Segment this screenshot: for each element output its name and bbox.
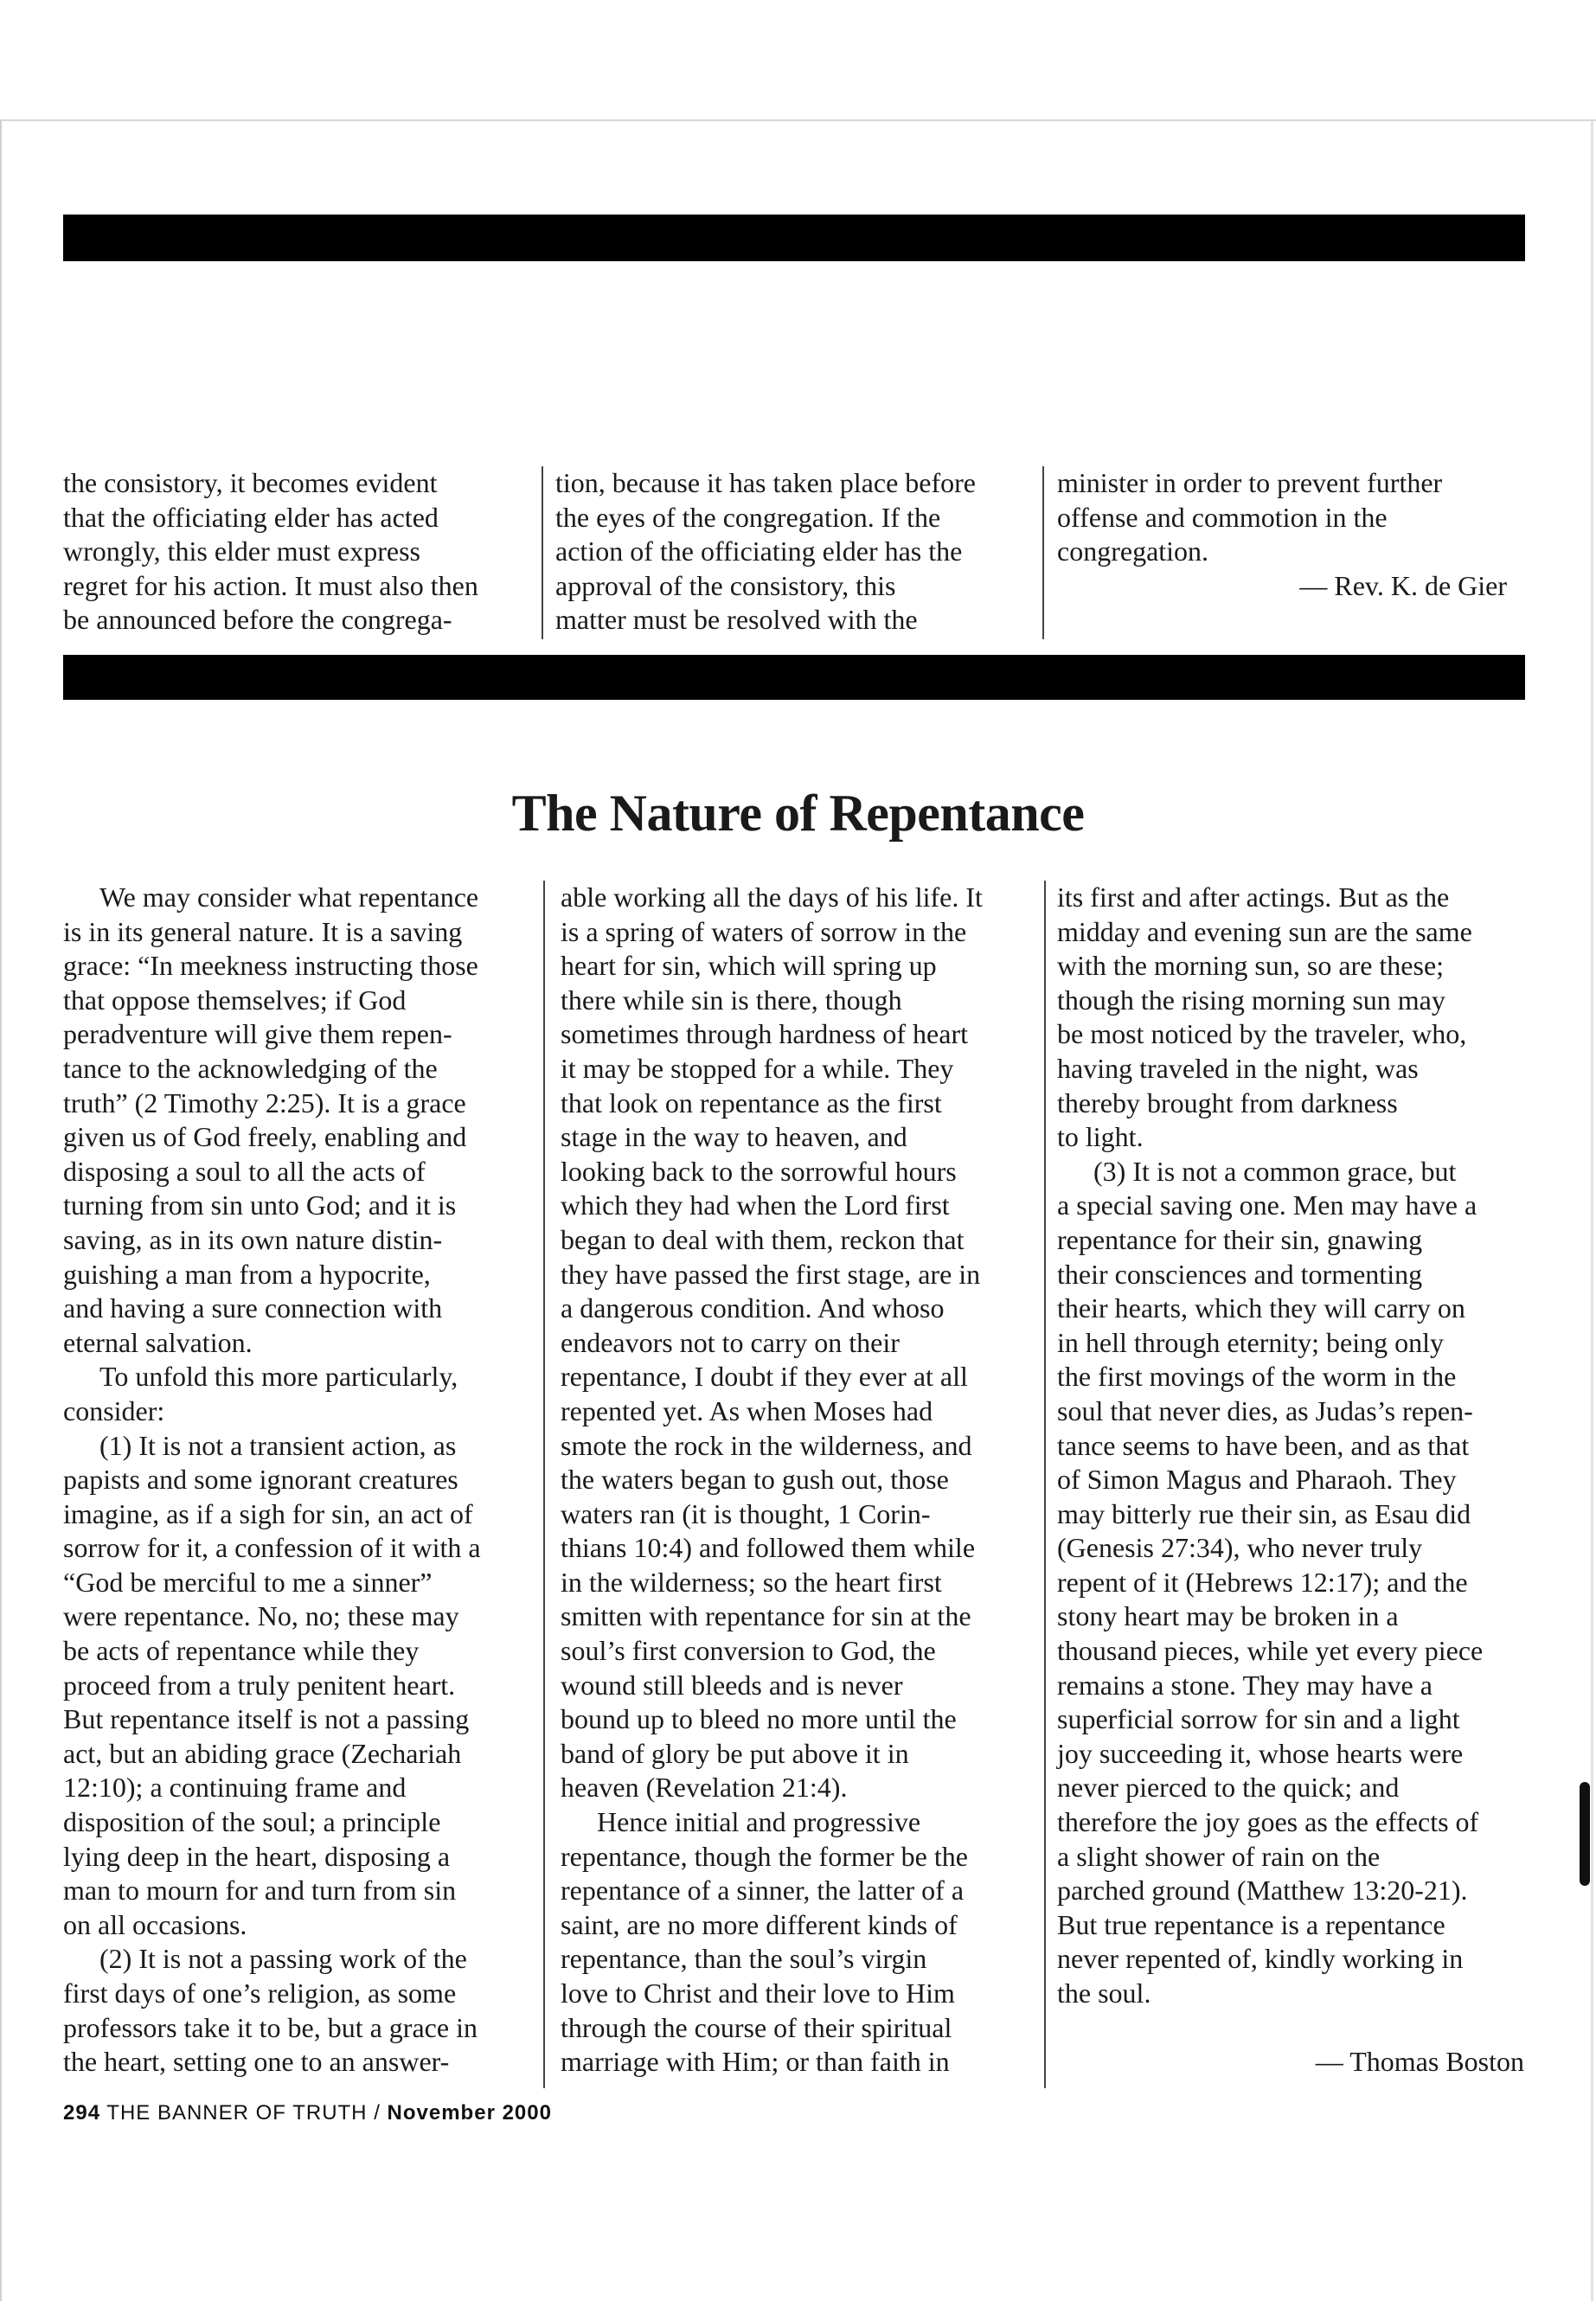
text-line: offense and commotion in the [1057,501,1388,533]
text-line: remains a stone. They may have a [1057,1669,1433,1701]
text-line: man to mourn for and turn from sin [63,1875,457,1907]
text-line: stony heart may be broken in a [1057,1600,1399,1632]
text-line: given us of God freely, enabling and [63,1121,467,1153]
text-line: soul’s first conversion to God, the [561,1635,936,1667]
text-line: thians 10:4) and followed them while [561,1532,976,1564]
scan-edge-right [1591,121,1593,2301]
text-line: repentance for their sin, gnawing [1057,1223,1423,1255]
column-rule [1044,881,1046,2088]
text-line: joy succeeding it, whose hearts were [1057,1737,1464,1769]
text-line: To unfold this more particularly, [99,1361,458,1393]
text-line: it may be stopped for a while. They [561,1052,954,1084]
text-line: be acts of repentance while they [63,1635,420,1667]
text-line: disposition of the soul; a principle [63,1806,441,1838]
scan-edge-top [0,119,1596,121]
text-line: thereby brought from darkness [1057,1086,1398,1118]
column-3-lines [1057,881,1524,2011]
text-line: may bitterly rue their sin, as Esau did [1057,1497,1471,1529]
text-line: the soul. [1057,1977,1151,2009]
text-line: their hearts, which they will carry on [1057,1292,1465,1324]
text-line: never repented of, kindly working in [1057,1943,1464,1975]
text-line: saint, are no more different kinds of [561,1908,958,1940]
publication-name: THE BANNER OF TRUTH [106,2101,368,2125]
text-line: their consciences and tormenting [1057,1258,1423,1290]
text-line: repented yet. As when Moses had [561,1394,933,1426]
text-line: the heart, setting one to an answer- [63,2046,450,2078]
text-line: consider: [63,1394,165,1426]
text-line: band of glory be put above it in [561,1737,909,1769]
text-line: be announced before the congrega- [63,604,452,636]
text-line: repentance, though the former be the [561,1840,968,1872]
text-line: that oppose themselves; if God [63,984,407,1016]
text-line: approval of the consistory, this [555,569,896,601]
section-divider-bar [63,655,1525,700]
text-line: bound up to bleed no more until the [561,1703,957,1735]
scan-smudge [1580,1782,1590,1886]
header-black-bar [63,215,1525,261]
text-line: to light. [1057,1121,1144,1153]
text-line: saving, as in its own nature distin- [63,1223,443,1255]
text-line: tance to the acknowledging of the [63,1052,438,1084]
text-line: professors take it to be, but a grace in [63,2011,478,2043]
text-line: regret for his action. It must also then [63,569,478,601]
text-line: We may consider what repentance [99,881,479,913]
main-column-3 [1057,881,1524,2080]
text-line: waters ran (it is thought, 1 Corin- [561,1497,931,1529]
text-line: smitten with repentance for sin at the [561,1600,971,1632]
text-line: But repentance itself is not a passing [63,1703,470,1735]
text-line: be most noticed by the traveler, who, [1057,1018,1467,1050]
text-line: act, but an abiding grace (Zechariah [63,1737,462,1769]
text-line: lying deep in the heart, disposing a [63,1840,451,1872]
text-line: thousand pieces, while yet every piece [1057,1635,1484,1667]
text-line: sorrow for it, a confession of it with a [63,1532,481,1564]
text-line: able working all the days of his life. It [561,881,983,913]
text-line: which they had when the Lord first [561,1189,950,1221]
text-line: repent of it (Hebrews 12:17); and the [1057,1566,1468,1598]
text-line: its first and after actings. But as the [1057,881,1450,913]
text-line: endeavors not to carry on their [561,1326,900,1358]
text-line: minister in order to prevent further [1057,467,1443,498]
text-line: tance seems to have been, and as that [1057,1429,1470,1461]
intro-column-3 [1057,466,1507,603]
text-line: superficial sorrow for sin and a light [1057,1703,1460,1735]
text-line: Hence initial and progressive [597,1806,921,1838]
text-line: heaven (Revelation 21:4). [561,1772,848,1804]
text-line: (1) It is not a transient action, as [99,1429,457,1461]
text-line: midday and evening sun are the same [1057,915,1472,947]
text-line: they have passed the first stage, are in [561,1258,981,1290]
text-line: imagine, as if a sigh for sin, an act of [63,1497,473,1529]
text-line: 12:10); a continuing frame and [63,1772,407,1804]
text-line: But true repentance is a repentance [1057,1908,1445,1940]
signature-de-gier: — Rev. K. de Gier [1299,569,1507,601]
intro-column-1 [63,466,530,638]
main-column-1 [63,881,530,2080]
text-line: in the wilderness; so the heart first [561,1566,942,1598]
text-line: having traveled in the night, was [1057,1052,1419,1084]
text-line: the eyes of the congregation. If the [555,501,941,533]
text-line: “God be merciful to me a sinner” [63,1566,433,1598]
text-line: is in its general nature. It is a saving [63,915,463,947]
text-line: action of the officiating elder has the [555,535,963,567]
text-line: a slight shower of rain on the [1057,1840,1381,1872]
intro-column-2 [555,466,1035,638]
article-title: The Nature of Repentance [511,785,1085,843]
text-line: eternal salvation. [63,1326,253,1358]
text-line: tion, because it has taken place before [555,467,976,498]
text-line: is a spring of waters of sorrow in the [561,915,967,947]
text-line: of Simon Magus and Pharaoh. They [1057,1464,1457,1496]
text-line: the first movings of the worm in the [1057,1361,1457,1393]
text-line: on all occasions. [63,1908,247,1940]
text-line: never pierced to the quick; and [1057,1772,1400,1804]
page-footer [63,2101,552,2125]
text-line: a dangerous condition. And whoso [561,1292,945,1324]
text-line: (3) It is not a common grace, but [1093,1155,1457,1187]
page-number: 294 [63,2101,101,2125]
column-rule [543,881,545,2088]
text-line: (2) It is not a passing work of the [99,1943,467,1975]
text-line: turning from sin unto God; and it is [63,1189,457,1221]
text-line: through the course of their spiritual [561,2011,952,2043]
scan-edge-left [0,119,2,2301]
text-line: love to Christ and their love to Him [561,1977,955,2009]
text-line: peradventure will give them repen- [63,1018,452,1050]
column-rule [1042,466,1044,639]
column-rule [542,466,543,639]
text-line: marriage with Him; or than faith in [561,2046,950,2078]
text-line: the consistory, it becomes evident [63,467,438,498]
text-line: began to deal with them, reckon that [561,1223,965,1255]
text-line: looking back to the sorrowful hours [561,1155,957,1187]
issue-date: November 2000 [387,2101,552,2125]
text-line: proceed from a truly penitent heart. [63,1669,456,1701]
text-line: heart for sin, which will spring up [561,950,937,982]
text-line: repentance, I doubt if they ever at all [561,1361,968,1393]
text-line: congregation. [1057,535,1209,567]
text-line: wound still bleeds and is never [561,1669,903,1701]
text-line: sometimes through hardness of heart [561,1018,968,1050]
text-line: repentance of a sinner, the latter of a [561,1875,965,1907]
text-line: that the officiating elder has acted [63,501,439,533]
signature-boston: — Thomas Boston [1315,2046,1524,2078]
text-line: that look on repentance as the first [561,1086,942,1118]
text-line: with the morning sun, so are these; [1057,950,1445,982]
text-line: parched ground (Matthew 13:20-21). [1057,1875,1468,1907]
text-line: and having a sure connection with [63,1292,443,1324]
text-line: (Genesis 27:34), who never truly [1057,1532,1423,1564]
main-column-2 [561,881,1038,2080]
text-line: in hell through eternity; being only [1057,1326,1445,1358]
footer-separator: / [374,2101,381,2125]
text-line: first days of one’s religion, as some [63,1977,457,2009]
text-line: wrongly, this elder must express [63,535,420,567]
text-line: the waters began to gush out, those [561,1464,949,1496]
text-line: soul that never dies, as Judas’s repen- [1057,1394,1473,1426]
text-line: repentance, than the soul’s virgin [561,1943,927,1975]
text-line: a special saving one. Men may have a [1057,1189,1477,1221]
text-line: papists and some ignorant creatures [63,1464,458,1496]
text-line: stage in the way to heaven, and [561,1121,907,1153]
text-line: matter must be resolved with the [555,604,918,636]
text-line: though the rising morning sun may [1057,984,1445,1016]
text-line: therefore the joy goes as the effects of [1057,1806,1479,1838]
text-line: smote the rock in the wilderness, and [561,1429,972,1461]
text-line: disposing a soul to all the acts of [63,1155,426,1187]
text-line: truth” (2 Timothy 2:25). It is a grace [63,1086,466,1118]
text-line: grace: “In meekness instructing those [63,950,478,982]
text-line: guishing a man from a hypocrite, [63,1258,431,1290]
text-line: were repentance. No, no; these may [63,1600,459,1632]
text-line: there while sin is there, though [561,984,902,1016]
